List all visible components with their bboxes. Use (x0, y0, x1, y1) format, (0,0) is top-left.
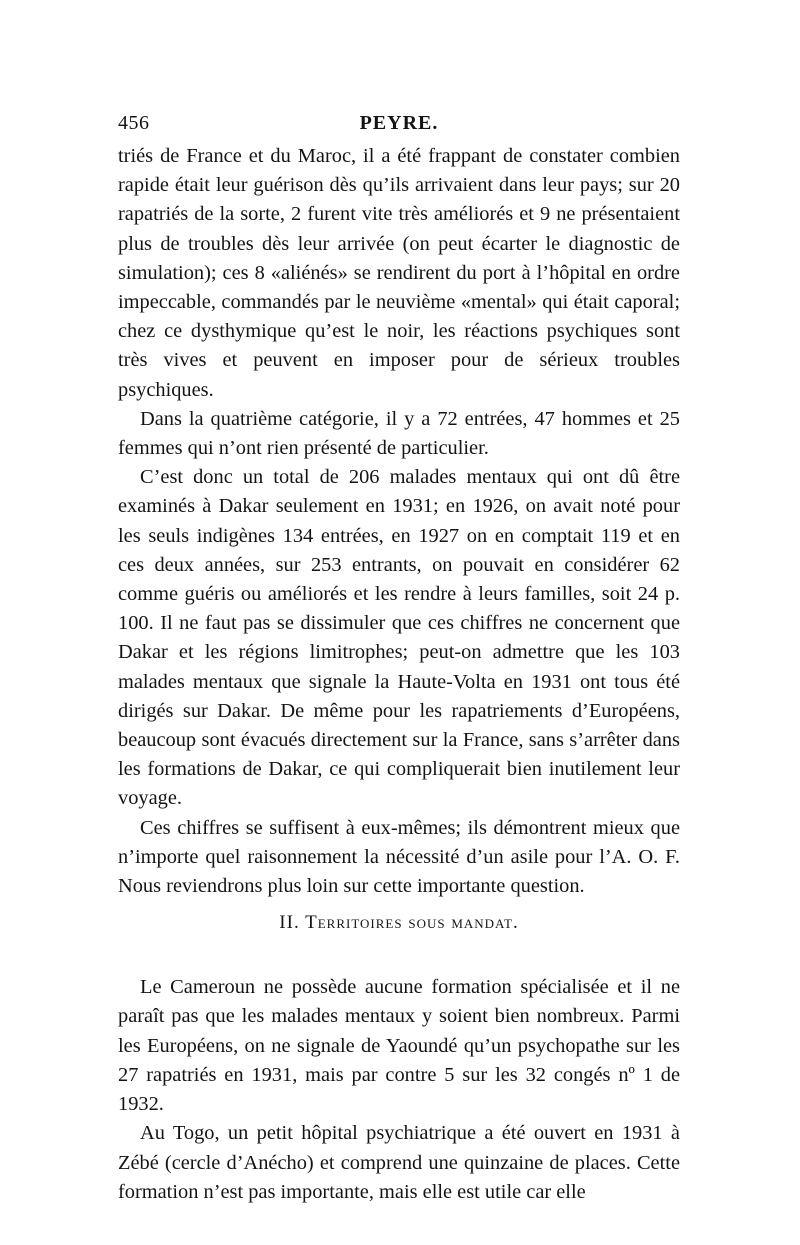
paragraph-dakar-total: C’est donc un total de 206 malades mentaux qui ont dû être examinés à Dakar seulement en 1931; en 1926, on avait noté pour les seuls indigènes 134 entrées, en 1927 on en comptait 119 et en ces deux années, sur 253 entrants, on pouvait en considérer 62 comme guéris ou améliorés et les rendre à leurs familles, soit 24 p. 100. Il ne faut pas se dissimuler que ces chiffres ne concernent que Dakar et les régions limitrophes; peut-on admettre que les 103 malades mentaux que signale la Haute-Volta en 1931 ont tous été dirigés sur Dakar. De même pour les rapatriements d’Européens, beaucoup sont évacués directement sur la France, sans s’arrêter dans les formations de Dakar, ce qui compliquerait bien inutilement leur voyage. (118, 466, 680, 810)
paragraph-continued: triés de France et du Maroc, il a été frappant de constater combien rapide était leur guérison dès qu’ils arrivaient dans leur pays; sur 20 rapatriés de la sorte, 2 furent vite très améliorés et 9 ne présentaient plus de troubles dès leur arrivée (on peut écarter le diagnostic de simulation); ces 8 «aliénés» se rendirent du port à l’hôpital en ordre impeccable, commandés par le neuvième «mental» qui était caporal; chez ce dysthymique qu’est le noir, les réactions psychiques sont très vives et peuvent en imposer pour de sérieux troubles psychiques. (118, 145, 680, 401)
section-heading: II. Territoires sous mandat. (279, 912, 519, 934)
paragraph-togo: Au Togo, un petit hôpital psychiatrique a été ouvert en 1931 à Zébé (cercle d’Anécho) et comprend une quinzaine de places. Cette formation n’est pas importante, mais elle est utile car elle (118, 1122, 680, 1203)
body-text (118, 142, 680, 1207)
running-head (118, 112, 680, 142)
page-number: 456 (118, 112, 150, 134)
running-title: PEYRE. (359, 112, 439, 134)
paragraph-fourth-category: Dans la quatrième catégorie, il y a 72 entrées, 47 hommes et 25 femmes qui n’ont rien présenté de particulier. (118, 407, 680, 460)
paragraph-conclusion: Ces chiffres se suffisent à eux-mêmes; ils démontrent mieux que n’importe quel raisonnement la nécessité d’un asile pour l’A. O. F. Nous reviendrons plus loin sur cette importante question. (118, 816, 680, 898)
paragraph-cameroun: Le Cameroun ne possède aucune formation spécialisée et il ne paraît pas que les malades mentaux y soient bien nombreux. Parmi les Européens, on ne signale de Yaoundé qu’un psychopathe sur les 27 rapatriés en 1931, mais par contre 5 sur les 32 congés nº 1 de 1932. (118, 976, 680, 1116)
book-page (118, 112, 680, 1207)
